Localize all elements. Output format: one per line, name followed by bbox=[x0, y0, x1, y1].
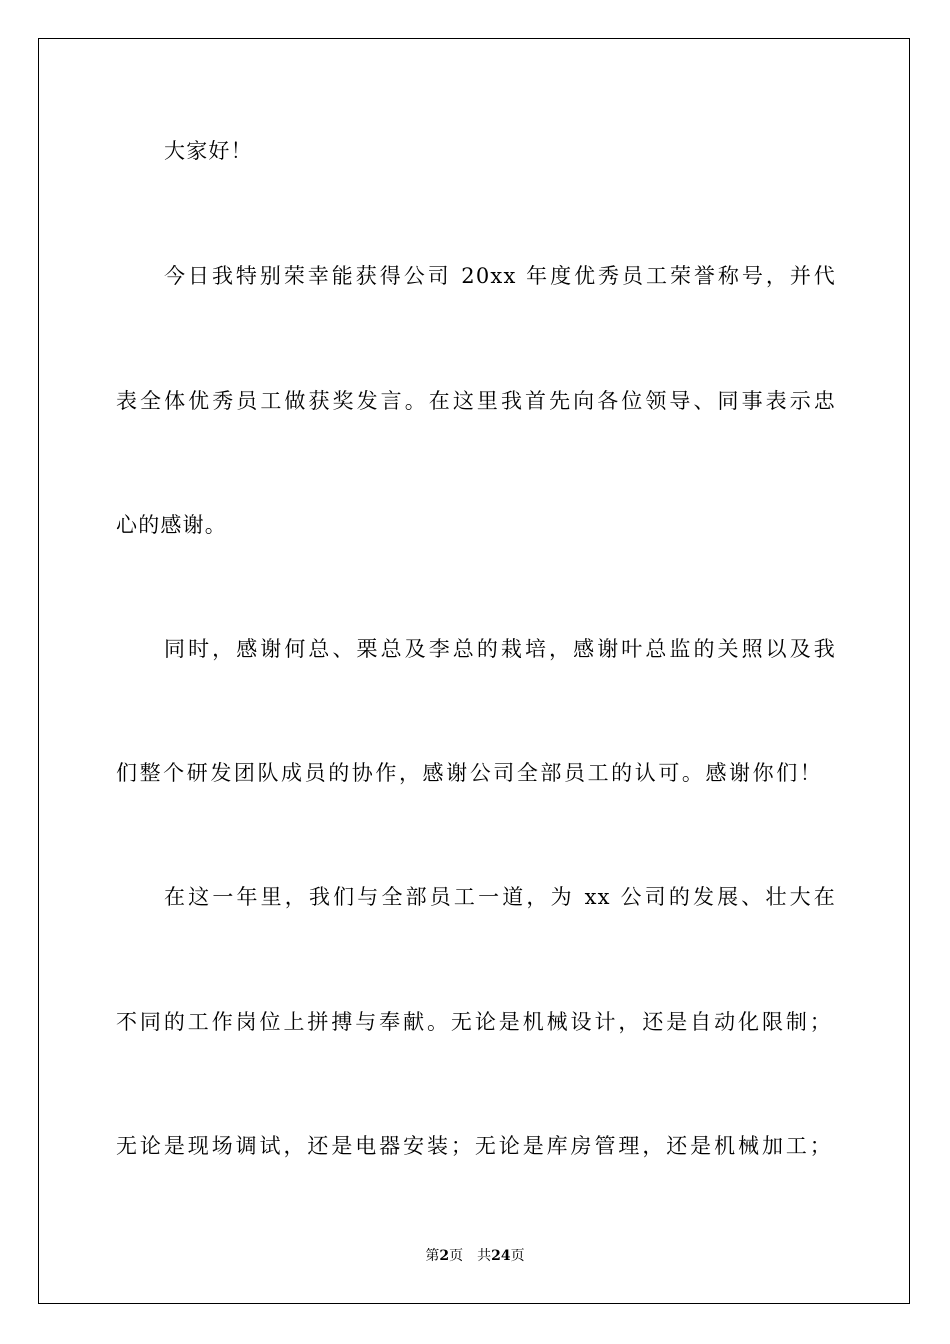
footer-page-mid: 页 共 bbox=[449, 1248, 492, 1264]
page-frame bbox=[38, 38, 910, 1304]
paragraph-1-text-3: 心的感谢。 bbox=[116, 513, 227, 537]
paragraph-1-line-3 bbox=[116, 510, 836, 540]
paragraph-3-line-1 bbox=[164, 882, 836, 912]
paragraph-1-text-2: 表全体优秀员工做获奖发言。在这里我首先向各位领导、同事表示忠 bbox=[116, 389, 836, 413]
footer-total-pages: 24 bbox=[491, 1248, 511, 1264]
paragraph-1-text-1: 今日我特别荣幸能获得公司 20xx 年度优秀员工荣誉称号，并代 bbox=[164, 264, 836, 288]
paragraph-2-line-2 bbox=[116, 758, 822, 788]
paragraph-3-line-3 bbox=[116, 1131, 832, 1161]
footer-current-page: 2 bbox=[439, 1248, 450, 1264]
greeting-text: 大家好！ bbox=[164, 139, 253, 163]
greeting-line bbox=[164, 136, 884, 166]
paragraph-2-text-2: 们整个研发团队成员的协作，感谢公司全部员工的认可。感谢你们！ bbox=[116, 761, 822, 785]
paragraph-3-line-2 bbox=[116, 1007, 832, 1037]
paragraph-3-text-3: 无论是现场调试，还是电器安装；无论是库房管理，还是机械加工； bbox=[116, 1134, 832, 1158]
footer-page-suffix: 页 bbox=[510, 1248, 525, 1264]
paragraph-3-text-1: 在这一年里，我们与全部员工一道，为 xx 公司的发展、壮大在 bbox=[164, 885, 836, 909]
page-footer bbox=[0, 1246, 950, 1266]
paragraph-2-text-1: 同时，感谢何总、栗总及李总的栽培，感谢叶总监的关照以及我 bbox=[164, 637, 836, 661]
paragraph-2-line-1 bbox=[164, 634, 836, 664]
footer-page-prefix: 第 bbox=[425, 1248, 440, 1264]
paragraph-1-line-1 bbox=[164, 261, 836, 291]
paragraph-1-line-2 bbox=[116, 386, 836, 416]
paragraph-3-text-2: 不同的工作岗位上拼搏与奉献。无论是机械设计，还是自动化限制； bbox=[116, 1010, 832, 1034]
